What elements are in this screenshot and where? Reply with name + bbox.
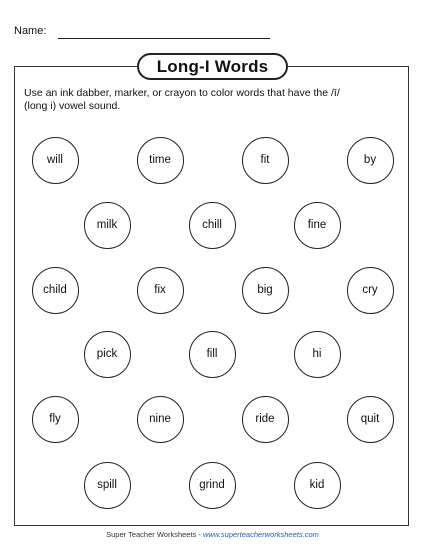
word-circle-time[interactable]: time bbox=[137, 137, 184, 184]
instructions: Use an ink dabber, marker, or crayon to color words that have the /ī/ (long i) vowel sound. bbox=[24, 87, 340, 112]
footer-brand: Super Teacher Worksheets bbox=[106, 530, 197, 539]
word-circle-grind[interactable]: grind bbox=[189, 462, 236, 509]
word-circle-fix[interactable]: fix bbox=[137, 267, 184, 314]
footer bbox=[0, 530, 425, 539]
word-circle-fine[interactable]: fine bbox=[294, 202, 341, 249]
footer-url: www.superteacherworksheets.com bbox=[202, 530, 319, 539]
word-circle-nine[interactable]: nine bbox=[137, 396, 184, 443]
title-pill bbox=[137, 53, 288, 80]
word-circle-fit[interactable]: fit bbox=[242, 137, 289, 184]
word-circle-by[interactable]: by bbox=[347, 137, 394, 184]
word-circle-fly[interactable]: fly bbox=[32, 396, 79, 443]
word-circle-kid[interactable]: kid bbox=[294, 462, 341, 509]
word-circle-will[interactable]: will bbox=[32, 137, 79, 184]
word-circle-chill[interactable]: chill bbox=[189, 202, 236, 249]
word-circle-fill[interactable]: fill bbox=[189, 331, 236, 378]
word-circle-big[interactable]: big bbox=[242, 267, 289, 314]
word-circle-cry[interactable]: cry bbox=[347, 267, 394, 314]
word-circle-spill[interactable]: spill bbox=[84, 462, 131, 509]
word-circle-child[interactable]: child bbox=[32, 267, 79, 314]
word-circle-hi[interactable]: hi bbox=[294, 331, 341, 378]
footer-separator: - bbox=[196, 530, 203, 539]
word-circle-pick[interactable]: pick bbox=[84, 331, 131, 378]
name-label: Name: bbox=[14, 25, 47, 37]
page-title: Long-I Words bbox=[156, 56, 269, 76]
name-line[interactable] bbox=[58, 38, 270, 39]
word-circle-milk[interactable]: milk bbox=[84, 202, 131, 249]
word-circle-ride[interactable]: ride bbox=[242, 396, 289, 443]
word-circle-quit[interactable]: quit bbox=[347, 396, 394, 443]
